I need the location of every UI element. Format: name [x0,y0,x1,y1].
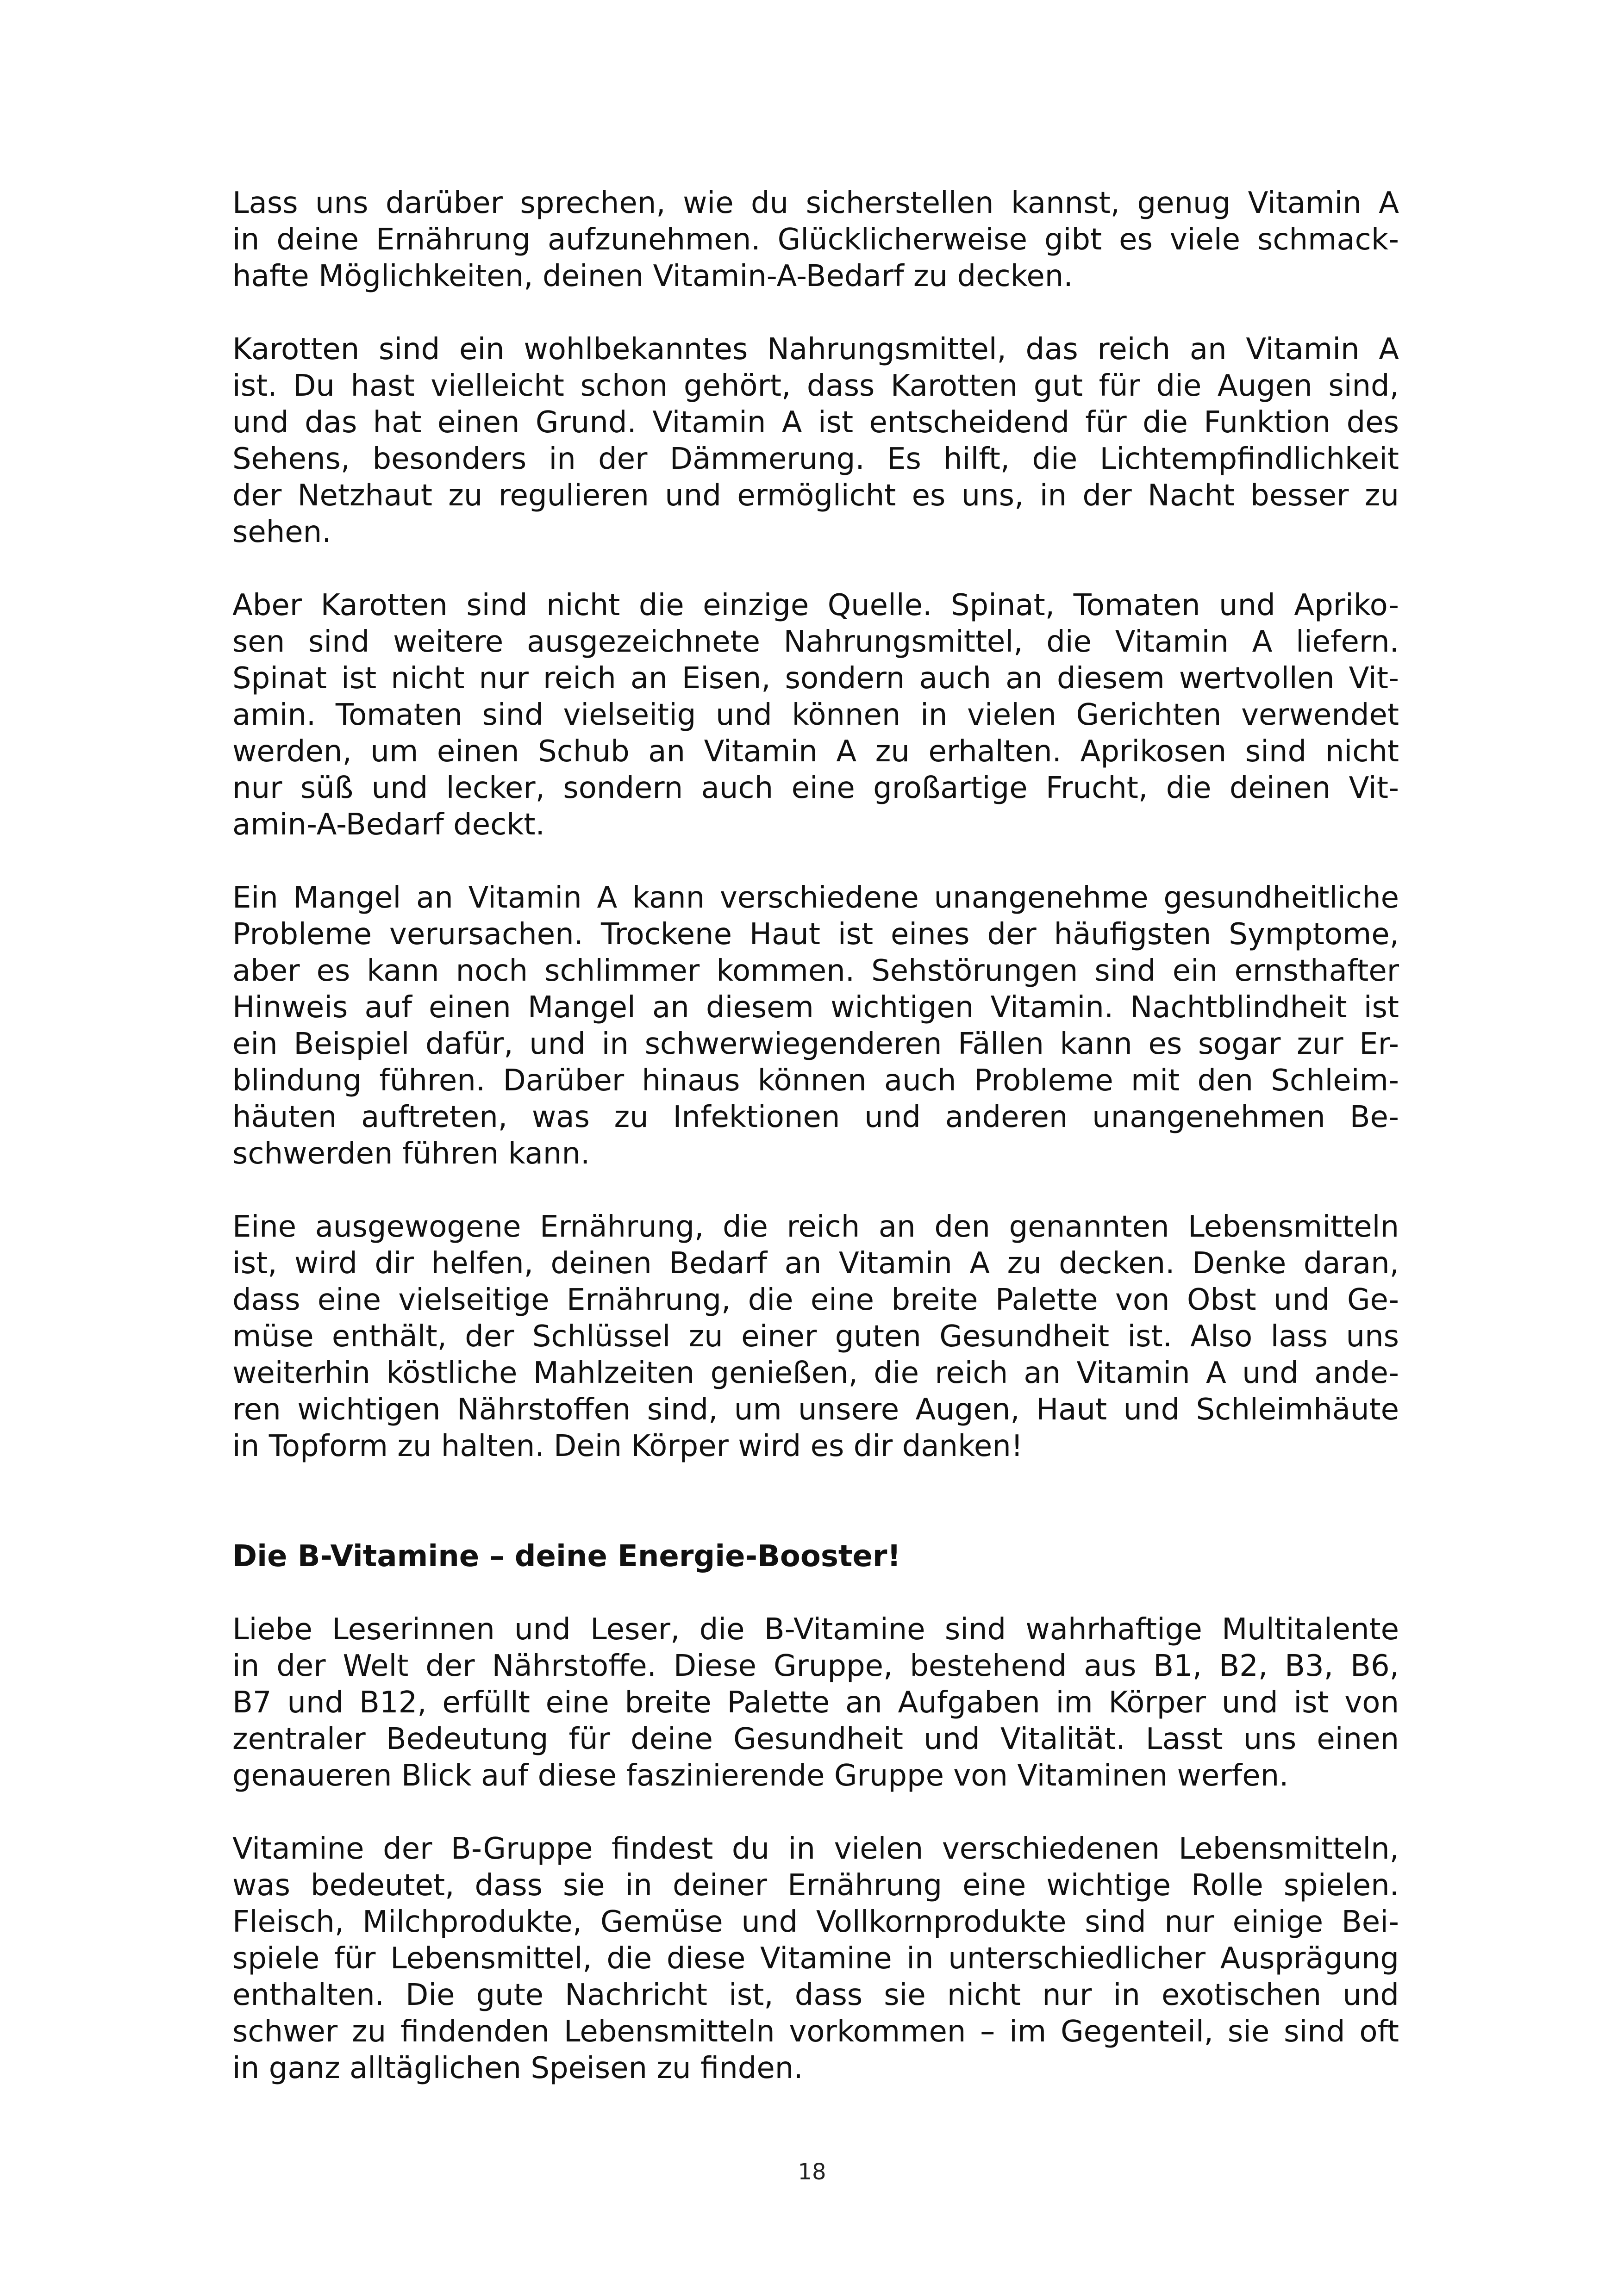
text-line: werden, um einen Schub an Vitamin A zu erhalten. Aprikosen sind nicht [232,734,1399,769]
section-b-vitamins [232,1612,1399,2087]
text-line: sehen. [232,515,331,549]
text-line: nur süß und lecker, sondern auch eine großartige Frucht, die deinen Vit- [232,771,1399,805]
text-line: spiele für Lebensmittel, die diese Vitamine in unterschiedlicher Ausprägung [232,1941,1399,1976]
text-line: in der Welt der Nährstoffe. Diese Gruppe, bestehend aus B1, B2, B3, B6, [232,1649,1399,1683]
text-line: dass eine vielseitige Ernährung, die eine breite Palette von Obst und Ge- [232,1283,1399,1317]
paragraph [232,880,1399,1172]
text-line: in ganz alltäglichen Speisen zu finden. [232,2051,803,2085]
text-line: Probleme verursachen. Trockene Haut ist eines der häufigsten Symptome, [232,917,1399,952]
paragraph [232,587,1399,843]
paragraph [232,1209,1399,1465]
text-line: Karotten sind ein wohlbekanntes Nahrungsmittel, das reich an Vitamin A [232,332,1399,367]
text-line: amin. Tomaten sind vielseitig und können in vielen Gerichten verwendet [232,698,1399,732]
text-line: und das hat einen Grund. Vitamin A ist entscheidend für die Funktion des [232,405,1399,440]
text-line: genaueren Blick auf diese faszinierende Gruppe von Vitaminen werfen. [232,1759,1289,1793]
paragraph [232,1612,1399,1794]
page-content [232,185,1399,2087]
text-line: Sehens, besonders in der Dämmerung. Es hilft, die Lichtempfindlichkeit [232,442,1399,476]
text-line: in deine Ernährung aufzunehmen. Glücklicherweise gibt es viele schmack- [232,223,1399,257]
text-line: häuten auftreten, was zu Infektionen und anderen unangenehmen Be- [232,1100,1399,1134]
text-line: ist. Du hast vielleicht schon gehört, dass Karotten gut für die Augen sind, [232,369,1399,403]
text-line: aber es kann noch schlimmer kommen. Sehstörungen sind ein ernsthafter [232,954,1399,988]
text-line: zentraler Bedeutung für deine Gesundheit und Vitalität. Lasst uns einen [232,1722,1399,1756]
text-line: B7 und B12, erfüllt eine breite Palette an Aufgaben im Körper und ist von [232,1686,1399,1720]
text-line: Vitamine der B-Gruppe findest du in vielen verschiedenen Lebensmitteln, [232,1832,1399,1866]
text-line: müse enthält, der Schlüssel zu einer guten Gesundheit ist. Also lass uns [232,1319,1399,1354]
text-line: ist, wird dir helfen, deinen Bedarf an Vitamin A zu decken. Denke daran, [232,1246,1399,1281]
text-line: amin-A-Bedarf deckt. [232,808,545,842]
page-number: 18 [798,2159,826,2185]
text-line: hafte Möglichkeiten, deinen Vitamin-A-Bedarf zu decken. [232,259,1073,293]
text-line: Liebe Leserinnen und Leser, die B-Vitamine sind wahrhaftige Multitalente [232,1612,1399,1647]
text-line: Hinweis auf einen Mangel an diesem wichtigen Vitamin. Nachtblindheit ist [232,990,1399,1025]
paragraph [232,185,1399,295]
text-line: Ein Mangel an Vitamin A kann verschiedene unangenehme gesundheitliche [232,881,1399,915]
paragraph [232,1831,1399,2087]
text-line: was bedeutet, dass sie in deiner Ernährung eine wichtige Rolle spielen. [232,1868,1399,1903]
paragraph [232,331,1399,551]
text-line: ren wichtigen Nährstoffen sind, um unsere Augen, Haut und Schleimhäute [232,1393,1399,1427]
text-line: blindung führen. Darüber hinaus können auch Probleme mit den Schleim- [232,1064,1399,1098]
text-line: Lass uns darüber sprechen, wie du sicherstellen kannst, genug Vitamin A [232,186,1399,220]
text-line: schwer zu findenden Lebensmitteln vorkommen – im Gegenteil, sie sind oft [232,2015,1399,2049]
text-line: schwerden führen kann. [232,1137,590,1171]
text-line: Aber Karotten sind nicht die einzige Quelle. Spinat, Tomaten und Apriko- [232,588,1399,622]
text-line: der Netzhaut zu regulieren und ermöglicht es uns, in der Nacht besser zu [232,479,1399,513]
text-line: weiterhin köstliche Mahlzeiten genießen, die reich an Vitamin A und ande- [232,1356,1399,1390]
text-line: sen sind weitere ausgezeichnete Nahrungsmittel, die Vitamin A liefern. [232,625,1399,659]
text-line: ein Beispiel dafür, und in schwerwiegenderen Fällen kann es sogar zur Er- [232,1027,1399,1061]
section-vitamin-a [232,185,1399,1465]
text-line: Fleisch, Milchprodukte, Gemüse und Vollkornprodukte sind nur einige Bei- [232,1905,1399,1939]
text-line: in Topform zu halten. Dein Körper wird es dir danken! [232,1429,1023,1463]
text-line: Eine ausgewogene Ernährung, die reich an den genannten Lebensmitteln [232,1210,1399,1244]
text-line: Spinat ist nicht nur reich an Eisen, sondern auch an diesem wertvollen Vit- [232,661,1399,696]
section-heading: Die B-Vitamine – deine Energie-Booster! [232,1539,901,1574]
text-line: enthalten. Die gute Nachricht ist, dass sie nicht nur in exotischen und [232,1978,1399,2012]
